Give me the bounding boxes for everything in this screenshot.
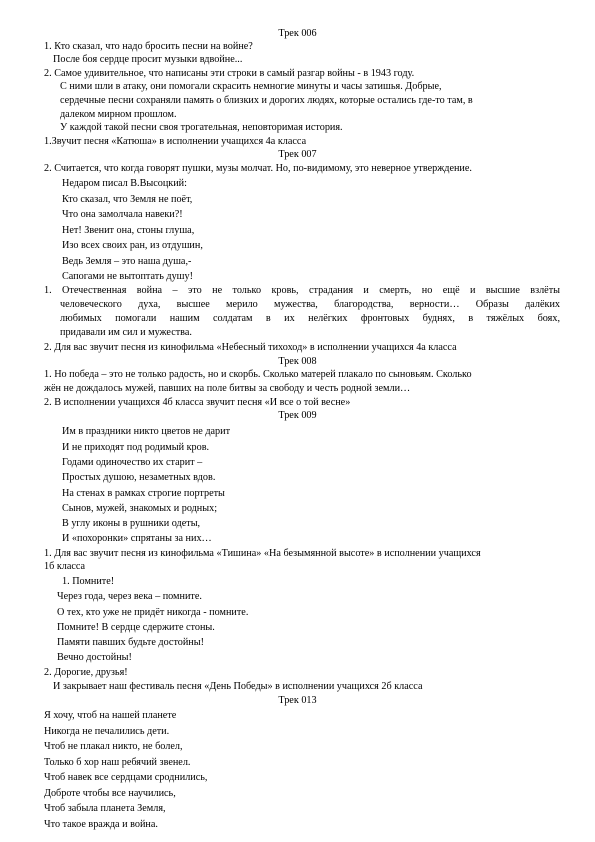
track-heading: Трек 008 (278, 356, 317, 367)
text-line: 1. Для вас звучит песня из кинофильма «Тишина» «На безымянной высоте» в исполнении учащихся (44, 548, 481, 559)
text-line: 2. Дорогие, друзья! (44, 667, 128, 678)
track-heading: Трек 006 (278, 28, 317, 39)
text-line: У каждой такой песни своя трогательная, неповторимая история. (60, 122, 343, 133)
text-line: сердечные песни сохраняли память о близких и дорогих людях, которые остались где-то там, в (60, 95, 473, 106)
text-line: 1б класса (44, 561, 86, 572)
poem-line: Нет! Звенит она, стоны глуша, (62, 225, 195, 236)
poem-line: Что такое вражда и война. (44, 819, 158, 830)
poem-line: Только б хор наш ребячий звенел. (44, 757, 191, 768)
text-line: 2. Самое удивительное, что написаны эти строки в самый разгар войны - в 1943 году. (44, 68, 415, 79)
poem-line: Что она замолчала навеки?! (62, 209, 183, 220)
poem-line: Чтоб забыла планета Земля, (44, 803, 166, 814)
poem-line: Годами одиночество их старит – (62, 457, 203, 468)
poem-line: Помните! В сердце сдержите стоны. (57, 622, 215, 633)
poem-line: Сапогами не вытоптать душу! (62, 271, 193, 282)
poem-line: На стенах в рамках строгие портреты (62, 488, 225, 499)
poem-line: Чтоб не плакал никто, не болел, (44, 741, 183, 752)
poem-line: И не приходят под родимый кров. (62, 442, 210, 453)
track-heading: Трек 009 (278, 410, 317, 421)
text-line: После боя сердце просит музыки вдвойне... (53, 54, 243, 65)
text-line: С ними шли в атаку, они помогали скрасить немногие минуты и часы затишья. Добрые, (60, 81, 442, 92)
text-line: 1.Звучит песня «Катюша» в исполнении учащихся 4а класса (44, 136, 307, 147)
text-line: далеком мирном прошлом. (60, 109, 177, 120)
poem-line: Доброте чтобы все научились, (44, 788, 176, 799)
poem-line: Изо всех своих ран, из отдушин, (62, 240, 203, 251)
poem-line: Никогда не печалились дети. (44, 726, 170, 737)
poem-line: И «похоронки» спрятаны за них… (62, 533, 212, 544)
text-line: И закрывает наш фестиваль песня «День Победы» в исполнении учащихся 2б класса (53, 681, 423, 692)
poem-line: Ведь Земля – это наша душа,- (62, 256, 192, 267)
poem-line: Простых душою, незаметных вдов. (62, 472, 216, 483)
paragraph-line: придавали им сил и мужества. (60, 327, 192, 338)
text-line: жён не дождалось мужей, павших на поле битвы за свободу и честь родной земли… (44, 383, 411, 394)
text-line: Недаром писал В.Высоцкий: (62, 178, 187, 189)
text-line: 1. Но победа – это не только радость, но и скорбь. Сколько матерей плакало по сыновьям. Сколько (44, 369, 472, 380)
poem-line: Через года, через века – помните. (57, 591, 202, 602)
poem-line: Чтоб навек все сердцами сроднились, (44, 772, 208, 783)
text-line: 2. Считается, что когда говорят пушки, музы молчат. Но, по-видимому, это неверное утверждение. (44, 163, 472, 174)
track-heading: Трек 013 (278, 695, 317, 706)
paragraph-line: человеческого духа, высшее мерило мужества, благородства, верности… Образы далёких (60, 299, 560, 310)
poem-line: Памяти павших будьте достойны! (57, 637, 204, 648)
poem-line: В углу иконы в рушники одеты, (62, 518, 201, 529)
paragraph-line: любимых помогали нашим солдатам в их нелёгких фронтовых буднях, в тяжёлых боях, (60, 313, 560, 324)
poem-line: Я хочу, чтоб на нашей планете (44, 710, 177, 721)
poem-line: 1. Помните! (62, 576, 115, 587)
text-line: 2. В исполнении учащихся 4б класса звучит песня «И все о той весне» (44, 397, 351, 408)
poem-line: Кто сказал, что Земля не поёт, (62, 194, 193, 205)
text-line: 1. Кто сказал, что надо бросить песни на войне? (44, 41, 253, 52)
paragraph-line: 1. Отечественная война – это не только кровь, страдания и смерть, но ещё и высшие взлёты (44, 285, 560, 296)
poem-line: Сынов, мужей, знакомых и родных; (62, 503, 218, 514)
poem-line: О тех, кто уже не придёт никогда - помните. (57, 607, 249, 618)
track-heading: Трек 007 (278, 149, 317, 160)
poem-line: Вечно достойны! (57, 652, 132, 663)
text-line: 2. Для вас звучит песня из кинофильма «Небесный тихоход» в исполнении учащихся 4а класса (44, 342, 457, 353)
poem-line: Им в праздники никто цветов не дарит (62, 426, 231, 437)
